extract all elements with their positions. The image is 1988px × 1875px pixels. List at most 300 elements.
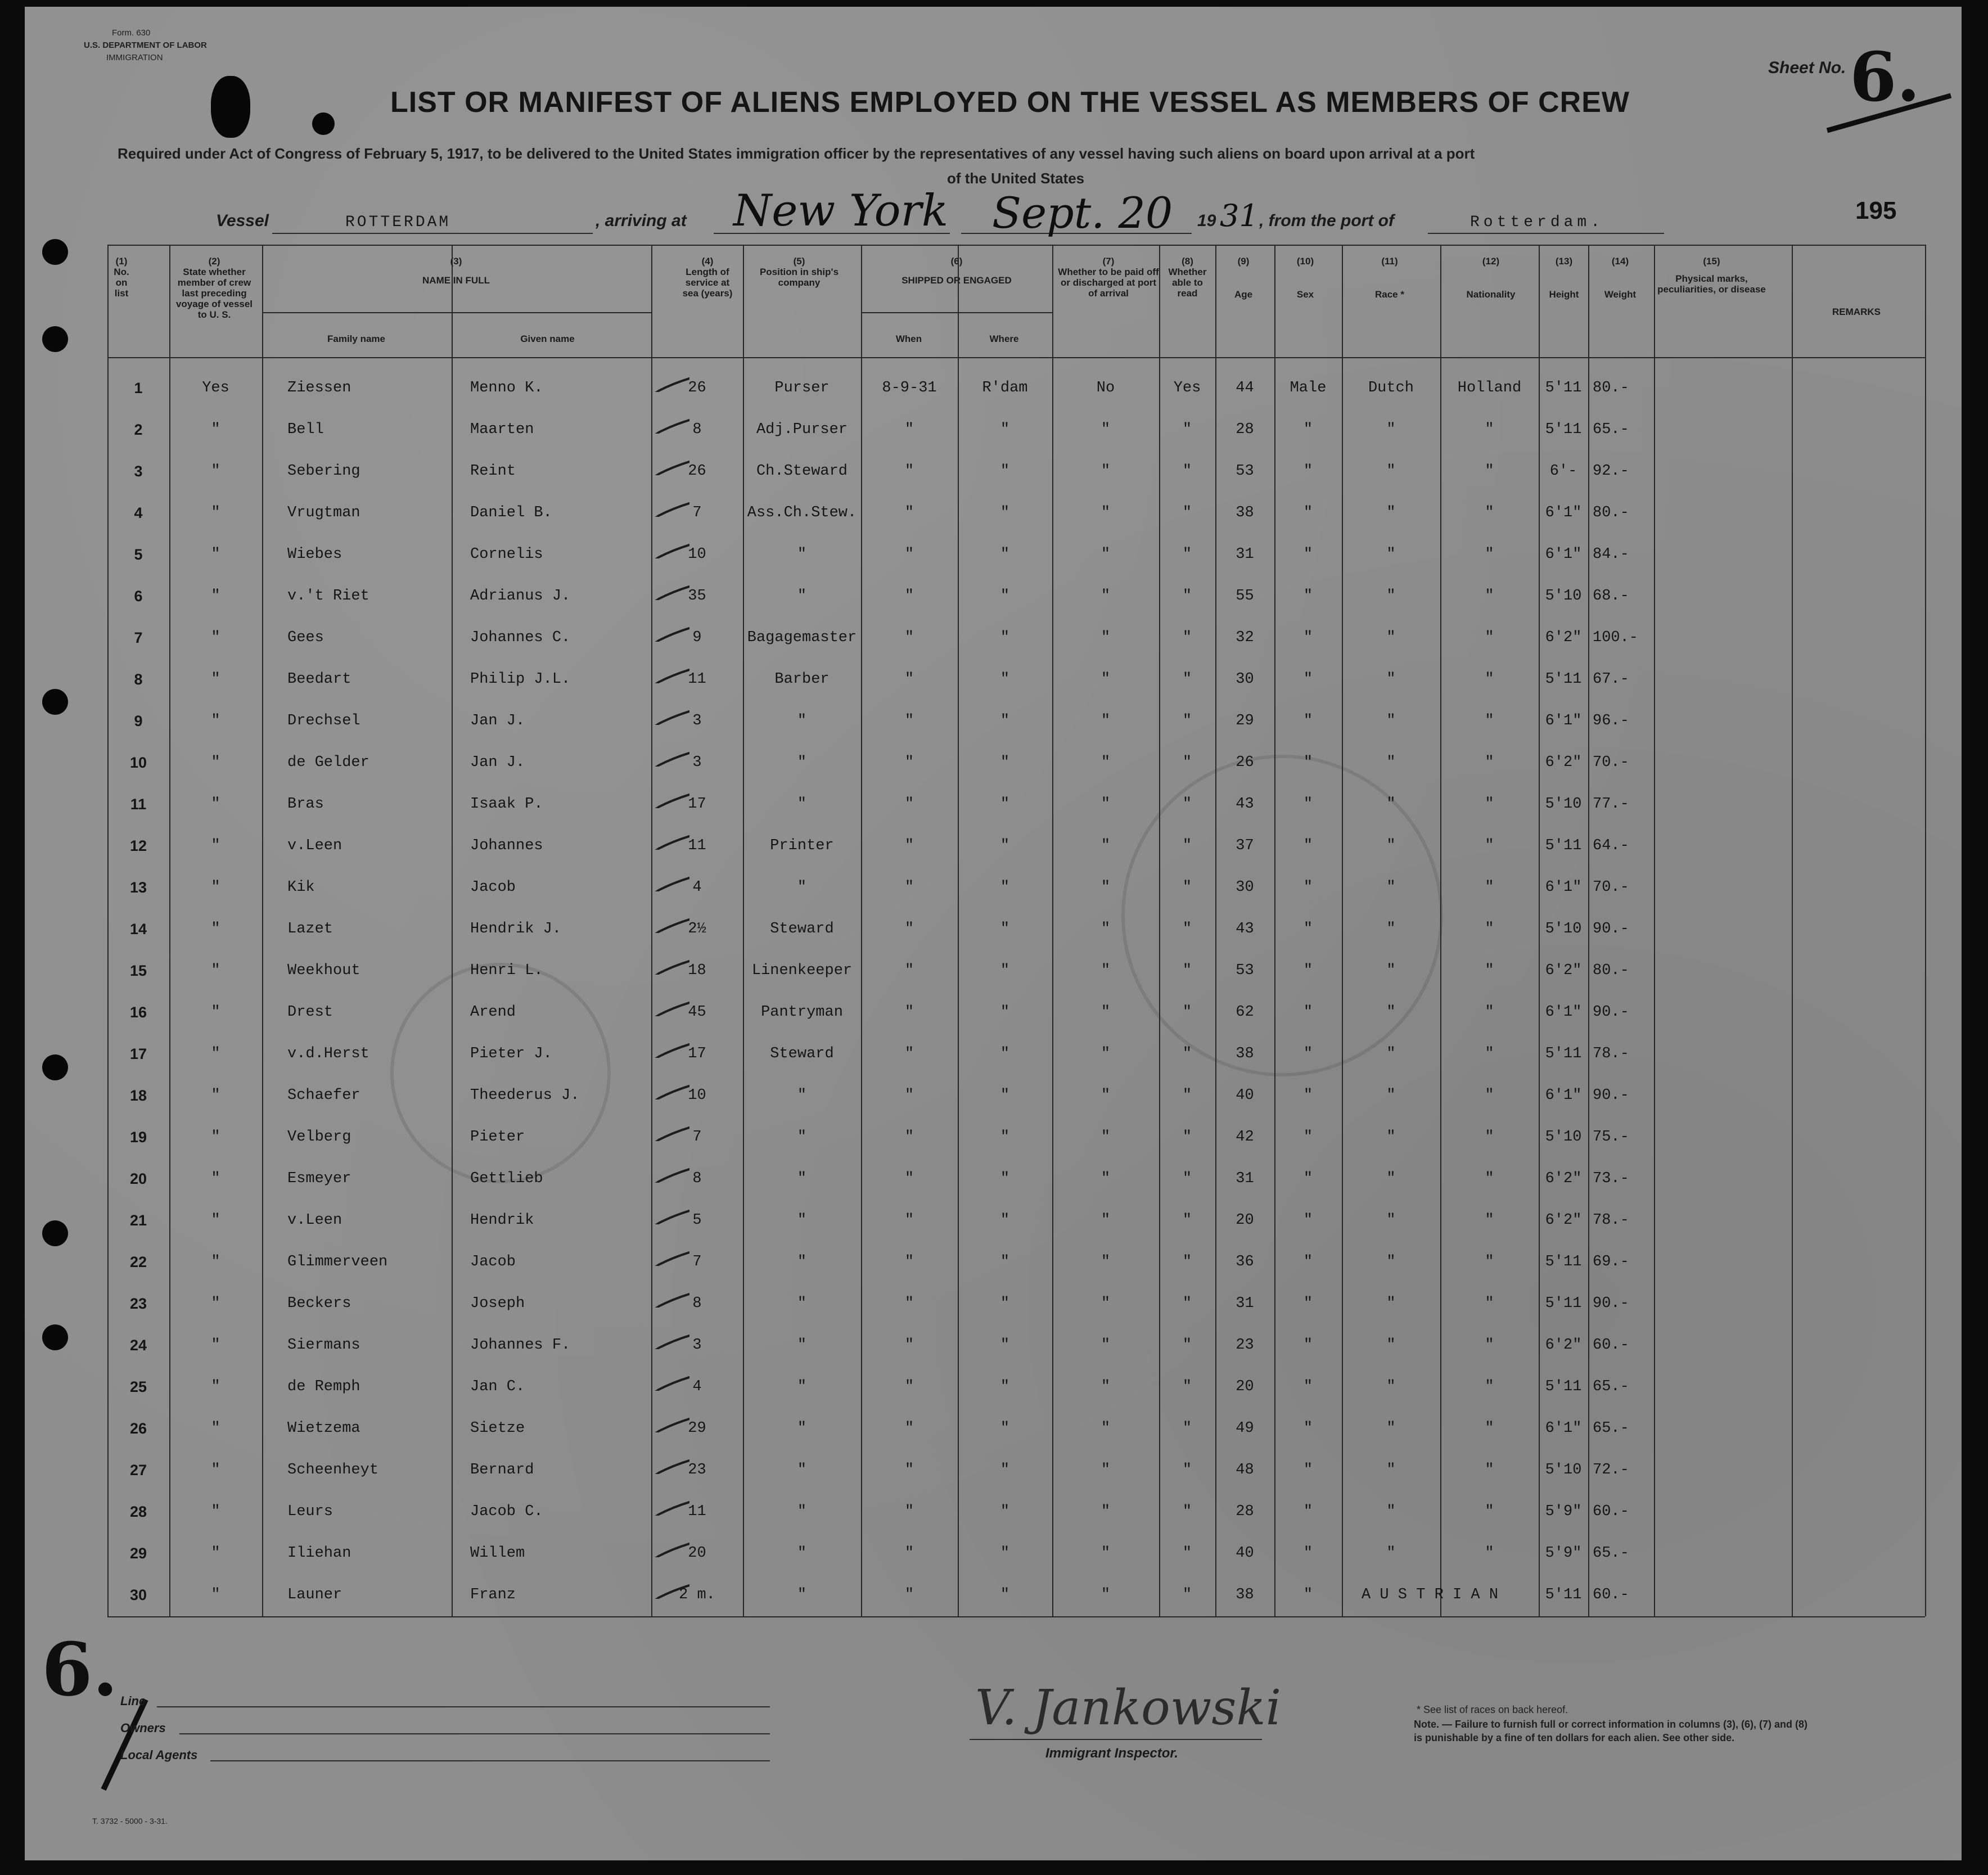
- cell-read: ": [1182, 1503, 1192, 1520]
- cell-position: ": [797, 1462, 807, 1479]
- cell-paid: ": [1101, 1254, 1111, 1270]
- cell-age: 31: [1236, 546, 1254, 563]
- cell-race: ": [1386, 629, 1396, 646]
- cell-height: 5'11: [1545, 1254, 1582, 1270]
- cell-family: Weekhout: [287, 962, 360, 979]
- races-note: * See list of races on back hereof.: [1417, 1704, 1568, 1715]
- cell-height: 5'11: [1545, 1378, 1582, 1395]
- cell-height: 6'-: [1549, 463, 1577, 480]
- cell-age: 55: [1236, 588, 1254, 605]
- cell-nat: ": [1485, 1254, 1494, 1270]
- cell-age: 43: [1236, 796, 1254, 813]
- cell-age: 53: [1236, 463, 1254, 480]
- cell-when: ": [904, 713, 914, 729]
- cell-position: Purser: [774, 380, 830, 396]
- cell-family: Wiebes: [287, 546, 342, 563]
- cell-paid: ": [1101, 1545, 1111, 1562]
- cell-no: 8: [134, 671, 143, 688]
- cell-nat: ": [1485, 1378, 1494, 1395]
- cell-race: ": [1386, 837, 1396, 854]
- cell-nat: ": [1485, 879, 1494, 896]
- cell-position: ": [797, 754, 807, 771]
- cell-position: ": [797, 588, 807, 605]
- cell-no: 9: [134, 713, 143, 729]
- cell-read: ": [1182, 921, 1192, 938]
- cell-read: ": [1182, 504, 1192, 521]
- cell-read: ": [1182, 1420, 1192, 1437]
- cell-no: 3: [134, 463, 143, 480]
- cell-height: 5'11: [1545, 1586, 1582, 1603]
- cell-weight: 60.-: [1593, 1337, 1629, 1354]
- cell-where: ": [1000, 1337, 1010, 1354]
- cell-prev: ": [211, 1212, 220, 1229]
- cell-service: 29: [688, 1420, 706, 1437]
- cell-family: Vrugtman: [287, 504, 360, 521]
- cell-given: Adrianus J.: [470, 588, 571, 605]
- cell-no: 1: [134, 380, 143, 396]
- cell-height: 5'10: [1545, 921, 1582, 938]
- cell-when: ": [904, 1586, 914, 1603]
- cell-position: ": [797, 1586, 807, 1603]
- cell-paid: ": [1101, 1170, 1111, 1187]
- departure-port: Rotterdam.: [1470, 214, 1604, 231]
- cell-when: ": [904, 1004, 914, 1021]
- cell-prev: ": [211, 1503, 220, 1520]
- cell-prev: ": [211, 1462, 220, 1479]
- cell-sex: ": [1303, 1420, 1313, 1437]
- handwritten-slash-stroke: [92, 1694, 160, 1795]
- vessel-name: ROTTERDAM: [345, 214, 451, 231]
- cell-sex: ": [1303, 1545, 1313, 1562]
- cell-position: ": [797, 1420, 807, 1437]
- cell-nat: ": [1485, 962, 1494, 979]
- cell-prev: ": [211, 588, 220, 605]
- cell-race: ": [1386, 588, 1396, 605]
- binder-hole: [42, 1054, 68, 1080]
- cell-weight: 70.-: [1593, 754, 1629, 771]
- cell-prev: ": [211, 629, 220, 646]
- cell-where: ": [1000, 1462, 1010, 1479]
- cell-prev: ": [211, 837, 220, 854]
- from-port-label: , from the port of: [1259, 211, 1394, 230]
- cell-family: Beedart: [287, 671, 351, 688]
- cell-where: ": [1000, 1378, 1010, 1395]
- cell-no: 23: [129, 1295, 147, 1312]
- cell-read: ": [1182, 421, 1192, 438]
- col-9-header: (9) Age: [1234, 256, 1253, 300]
- cell-family: Kik: [287, 879, 315, 896]
- cell-age: 32: [1236, 629, 1254, 646]
- cell-no: 16: [129, 1004, 147, 1021]
- cell-given: Hendrik J.: [470, 921, 562, 938]
- col-2-header: (2) State whether member of crew last preceding voyage of vessel to U. S.: [175, 256, 253, 320]
- column-rule: [452, 245, 453, 1616]
- cell-position: Printer: [770, 837, 834, 854]
- cell-service: 10: [688, 1087, 706, 1104]
- cell-no: 18: [129, 1087, 147, 1104]
- cell-when: ": [904, 1378, 914, 1395]
- cell-weight: 65.-: [1593, 1378, 1629, 1395]
- cell-paid: ": [1101, 879, 1111, 896]
- cell-service: 26: [688, 463, 706, 480]
- cell-position: ": [797, 796, 807, 813]
- cell-service: 2 m.: [679, 1586, 715, 1603]
- cell-position: Ch.Steward: [756, 463, 848, 480]
- cell-no: 14: [129, 921, 147, 938]
- cell-prev: ": [211, 796, 220, 813]
- cell-nat: ": [1485, 629, 1494, 646]
- cell-read: ": [1182, 713, 1192, 729]
- cell-family: Drechsel: [287, 713, 360, 729]
- cell-when: ": [904, 879, 914, 896]
- cell-sex: ": [1303, 1462, 1313, 1479]
- line-label: Line: [120, 1694, 146, 1708]
- cell-sex: ": [1303, 671, 1313, 688]
- cell-prev: ": [211, 1045, 220, 1062]
- cell-when: ": [904, 796, 914, 813]
- cell-sex: ": [1303, 1295, 1313, 1312]
- from-port-fill-line: [1428, 233, 1664, 234]
- cell-where: ": [1000, 1254, 1010, 1270]
- binder-hole: [42, 1324, 68, 1350]
- row-rule: [107, 245, 1925, 246]
- cell-age: 20: [1236, 1378, 1254, 1395]
- cell-position: ": [797, 1254, 807, 1270]
- cell-nat: ": [1485, 837, 1494, 854]
- cell-nat: Holland: [1457, 380, 1522, 396]
- cell-when: ": [904, 1295, 914, 1312]
- cell-given: Isaak P.: [470, 796, 543, 813]
- cell-height: 5'10: [1545, 588, 1582, 605]
- cell-race: ": [1386, 879, 1396, 896]
- cell-weight: 92.-: [1593, 463, 1629, 480]
- cell-position: Linenkeeper: [751, 962, 853, 979]
- cell-race: ": [1386, 921, 1396, 938]
- department-label: U.S. DEPARTMENT OF LABOR: [84, 40, 207, 50]
- cell-family: Schaefer: [287, 1087, 360, 1104]
- cell-read: ": [1182, 1462, 1192, 1479]
- cell-weight: 70.-: [1593, 879, 1629, 896]
- cell-weight: 64.-: [1593, 837, 1629, 854]
- cell-paid: ": [1101, 962, 1111, 979]
- cell-paid: ": [1101, 1420, 1111, 1437]
- cell-read: ": [1182, 1337, 1192, 1354]
- cell-when: ": [904, 1337, 914, 1354]
- cell-prev: ": [211, 1087, 220, 1104]
- cell-service: 9: [692, 629, 702, 646]
- cell-prev: ": [211, 671, 220, 688]
- cell-height: 6'1": [1545, 1420, 1582, 1437]
- cell-weight: 65.-: [1593, 1545, 1629, 1562]
- cell-height: 5'11: [1545, 1295, 1582, 1312]
- cell-service: 8: [692, 1170, 702, 1187]
- cell-family: de Remph: [287, 1378, 360, 1395]
- cell-service: 5: [692, 1212, 702, 1229]
- cell-weight: 72.-: [1593, 1462, 1629, 1479]
- col-10-header: (10) Sex: [1296, 256, 1314, 300]
- col-4-header: (4) Length of service at sea (years): [682, 256, 733, 299]
- cell-race: ": [1386, 796, 1396, 813]
- cell-age: 28: [1236, 1503, 1254, 1520]
- cell-family: Gees: [287, 629, 324, 646]
- cell-race: ": [1386, 463, 1396, 480]
- cell-where: R'dam: [982, 380, 1028, 396]
- cell-no: 25: [129, 1378, 147, 1395]
- cell-paid: ": [1101, 504, 1111, 521]
- col-13-header: (13) Height: [1549, 256, 1579, 300]
- cell-paid: ": [1101, 1586, 1111, 1603]
- cell-race: ": [1386, 1503, 1396, 1520]
- cell-given: Joseph: [470, 1295, 525, 1312]
- cell-race: ": [1386, 1545, 1396, 1562]
- cell-height: 5'10: [1545, 1129, 1582, 1146]
- cell-no: 21: [129, 1212, 147, 1229]
- cell-sex: ": [1303, 463, 1313, 480]
- cell-read: ": [1182, 463, 1192, 480]
- cell-race: Dutch: [1368, 380, 1414, 396]
- cell-service: 4: [692, 1378, 702, 1395]
- agents-fill-line: [210, 1760, 770, 1761]
- cell-nat: ": [1485, 504, 1494, 521]
- cell-no: 30: [129, 1586, 147, 1603]
- cell-nat: ": [1485, 1045, 1494, 1062]
- requirement-line-2: of the United States: [947, 170, 1085, 187]
- cell-race: ": [1386, 546, 1396, 563]
- cell-nat: ": [1485, 921, 1494, 938]
- cell-when: ": [904, 1129, 914, 1146]
- cell-prev: ": [211, 1420, 220, 1437]
- column-rule: [1654, 245, 1655, 1616]
- cell-service: 20: [688, 1545, 706, 1562]
- cell-prev: ": [211, 1586, 220, 1603]
- col-14-header: (14) Weight: [1604, 256, 1637, 300]
- cell-read: ": [1182, 754, 1192, 771]
- cell-paid: ": [1101, 463, 1111, 480]
- col-5-header: (5) Position in ship's company: [759, 256, 839, 288]
- cell-height: 5'11: [1545, 1045, 1582, 1062]
- cell-family: Wietzema: [287, 1420, 360, 1437]
- cell-read: ": [1182, 1545, 1192, 1562]
- cell-no: 17: [129, 1045, 147, 1062]
- cell-age: 36: [1236, 1254, 1254, 1270]
- cell-age: 38: [1236, 504, 1254, 521]
- given-name-header: Given name: [520, 333, 575, 344]
- col-15-header: (15) Physical marks, peculiarities, or disease: [1657, 256, 1766, 295]
- cell-where: ": [1000, 671, 1010, 688]
- cell-weight: 65.-: [1593, 1420, 1629, 1437]
- cell-weight: 78.-: [1593, 1045, 1629, 1062]
- cell-position: Adj.Purser: [756, 421, 848, 438]
- cell-height: 6'1": [1545, 504, 1582, 521]
- signature-fill-line: [970, 1739, 1262, 1740]
- cell-family: Sebering: [287, 463, 360, 480]
- cell-given: Pieter J.: [470, 1045, 552, 1062]
- cell-when: ": [904, 588, 914, 605]
- cell-nat: ": [1485, 546, 1494, 563]
- cell-age: 31: [1236, 1170, 1254, 1187]
- cell-read: ": [1182, 837, 1192, 854]
- cell-nat: ": [1485, 1129, 1494, 1146]
- cell-family: Bell: [287, 421, 324, 438]
- cell-race: ": [1386, 1004, 1396, 1021]
- cell-race: ": [1386, 1462, 1396, 1479]
- cell-when: ": [904, 1045, 914, 1062]
- cell-race: ": [1386, 1087, 1396, 1104]
- cell-race: ": [1386, 1212, 1396, 1229]
- cell-nat: ": [1485, 1462, 1494, 1479]
- cell-given: Jan J.: [470, 754, 525, 771]
- cell-given: Pieter: [470, 1129, 525, 1146]
- cell-height: 6'2": [1545, 962, 1582, 979]
- cell-prev: ": [211, 962, 220, 979]
- cell-position: ": [797, 1170, 807, 1187]
- col-12-header: (12) Nationality: [1466, 256, 1516, 300]
- cell-prev: ": [211, 1295, 220, 1312]
- cell-sex: ": [1303, 421, 1313, 438]
- cell-race: ": [1386, 713, 1396, 729]
- cell-weight: 80.-: [1593, 962, 1629, 979]
- cell-read: ": [1182, 1045, 1192, 1062]
- cell-sex: ": [1303, 1170, 1313, 1187]
- cell-height: 5'10: [1545, 1462, 1582, 1479]
- cell-service: 8: [692, 1295, 702, 1312]
- cell-no: 29: [129, 1545, 147, 1562]
- cell-no: 24: [129, 1337, 147, 1354]
- cell-given: Cornelis: [470, 546, 543, 563]
- cell-nat: ": [1485, 1004, 1494, 1021]
- cell-given: Reint: [470, 463, 516, 480]
- cell-family: Glimmerveen: [287, 1254, 388, 1270]
- cell-nat: ": [1485, 796, 1494, 813]
- cell-paid: ": [1101, 1378, 1111, 1395]
- cell-sex: ": [1303, 754, 1313, 771]
- cell-where: ": [1000, 1586, 1010, 1603]
- cell-no: 10: [129, 754, 147, 771]
- row-rule: [107, 1616, 1925, 1617]
- cell-read: ": [1182, 1295, 1192, 1312]
- cell-when: ": [904, 1170, 914, 1187]
- cell-where: ": [1000, 629, 1010, 646]
- column-rule: [1925, 245, 1926, 1616]
- cell-weight: 90.-: [1593, 921, 1629, 938]
- cell-weight: 60.-: [1593, 1503, 1629, 1520]
- cell-sex: ": [1303, 1129, 1313, 1146]
- cell-sex: ": [1303, 1045, 1313, 1062]
- cell-where: ": [1000, 1212, 1010, 1229]
- cell-paid: No: [1096, 380, 1115, 396]
- cell-age: 40: [1236, 1545, 1254, 1562]
- cell-age: 38: [1236, 1045, 1254, 1062]
- cell-where: ": [1000, 879, 1010, 896]
- cell-service: 7: [692, 504, 702, 521]
- cell-read: ": [1182, 1004, 1192, 1021]
- cell-service: 18: [688, 962, 706, 979]
- cell-when: ": [904, 1545, 914, 1562]
- cell-prev: ": [211, 1337, 220, 1354]
- cell-prev: ": [211, 463, 220, 480]
- cell-no: 19: [129, 1129, 147, 1146]
- cell-no: 13: [129, 879, 147, 896]
- line-fill-line: [157, 1706, 770, 1707]
- cell-paid: ": [1101, 671, 1111, 688]
- cell-race: ": [1386, 504, 1396, 521]
- cell-given: Bernard: [470, 1462, 534, 1479]
- cell-read: ": [1182, 546, 1192, 563]
- cell-age: 29: [1236, 713, 1254, 729]
- cell-weight: 68.-: [1593, 588, 1629, 605]
- cell-position: Pantryman: [761, 1004, 843, 1021]
- cell-race: ": [1386, 1337, 1396, 1354]
- cell-where: ": [1000, 1420, 1010, 1437]
- col-7-header: (7) Whether to be paid off or discharged at port of arrival: [1058, 256, 1159, 299]
- cell-when: ": [904, 671, 914, 688]
- requirement-line-1: Required under Act of Congress of February 5, 1917, to be delivered to the United States immigration officer by the representatives of any vessel having such aliens on board upon arrival at a port: [118, 145, 1475, 162]
- cell-paid: ": [1101, 713, 1111, 729]
- crew-table: [107, 245, 1925, 1616]
- cell-prev: ": [211, 754, 220, 771]
- cell-read: ": [1182, 1378, 1192, 1395]
- cell-given: Jan C.: [470, 1378, 525, 1395]
- cell-weight: 73.-: [1593, 1170, 1629, 1187]
- year-suffix: 31: [1220, 198, 1259, 233]
- cell-given: Theederus J.: [470, 1087, 580, 1104]
- binder-hole: [42, 326, 68, 352]
- cell-weight: 77.-: [1593, 796, 1629, 813]
- cell-given: Johannes C.: [470, 629, 571, 646]
- cell-given: Jacob C.: [470, 1503, 543, 1520]
- cell-age: 40: [1236, 1087, 1254, 1104]
- cell-nat: ": [1485, 463, 1494, 480]
- cell-prev: ": [211, 921, 220, 938]
- cell-where: ": [1000, 1004, 1010, 1021]
- column-rule: [1792, 245, 1793, 1616]
- cell-given: Johannes: [470, 837, 543, 854]
- cell-where: ": [1000, 754, 1010, 771]
- form-number: Form. 630: [112, 28, 151, 38]
- cell-nat: ": [1485, 1337, 1494, 1354]
- cell-paid: ": [1101, 1045, 1111, 1062]
- cell-race: ": [1386, 1378, 1396, 1395]
- cell-given: Johannes F.: [470, 1337, 571, 1354]
- cell-family: Bras: [287, 796, 324, 813]
- cell-prev: ": [211, 1378, 220, 1395]
- cell-age: 31: [1236, 1295, 1254, 1312]
- cell-height: 6'2": [1545, 1212, 1582, 1229]
- col-6-header: (6) SHIPPED OR ENGAGED: [901, 256, 1012, 286]
- binder-hole: [312, 112, 335, 135]
- cell-read: ": [1182, 1129, 1192, 1146]
- cell-prev: ": [211, 1170, 220, 1187]
- binder-hole: [42, 1220, 68, 1246]
- cell-when: ": [904, 504, 914, 521]
- cell-family: Scheenheyt: [287, 1462, 379, 1479]
- cell-read: ": [1182, 796, 1192, 813]
- cell-paid: ": [1101, 1004, 1111, 1021]
- cell-given: Arend: [470, 1004, 516, 1021]
- inspector-signature: V. Jankowski: [975, 1680, 1282, 1736]
- cell-given: Jan J.: [470, 713, 525, 729]
- cell-prev: ": [211, 504, 220, 521]
- cell-position: ": [797, 1337, 807, 1354]
- cell-family: v.Leen: [287, 1212, 342, 1229]
- cell-age: 42: [1236, 1129, 1254, 1146]
- cell-height: 6'2": [1545, 629, 1582, 646]
- vessel-label: Vessel: [216, 211, 269, 230]
- arrival-date: Sept. 20: [992, 188, 1173, 238]
- cell-sex: ": [1303, 1004, 1313, 1021]
- cell-weight: 80.-: [1593, 504, 1629, 521]
- cell-position: ": [797, 1503, 807, 1520]
